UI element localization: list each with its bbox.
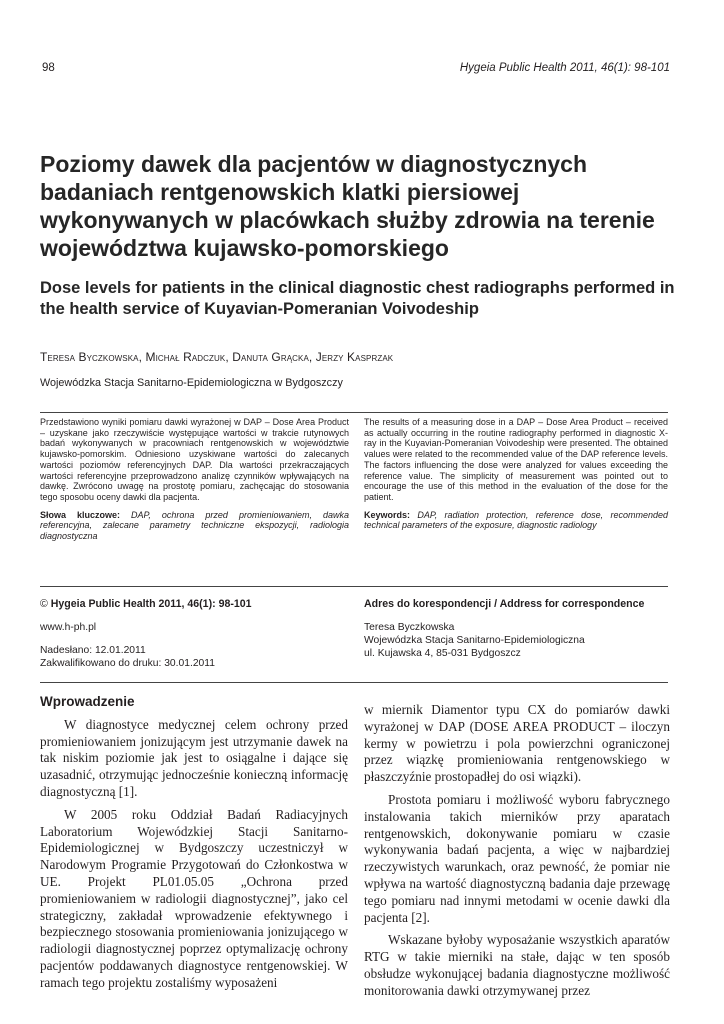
authors: Teresa Byczkowska, Michał Radczuk, Danuta Grącka, Jerzy Kasprzak <box>40 350 394 364</box>
received-date: Nadesłano: 12.01.2011 <box>40 645 146 656</box>
paragraph: Wskazane byłoby wyposażanie wszystkich aparatów RTG w takie mierniki na stałe, dając w ten sposób obsłudze wykonującej badania diagnostyczne możliwość monitorowania dawki otrzymywanej przez <box>364 932 670 998</box>
copyright-icon: © <box>40 598 48 610</box>
publication-info <box>40 598 340 670</box>
abstract-english <box>364 417 668 531</box>
journal-reference: Hygeia Public Health 2011, 46(1): 98-101 <box>459 62 670 74</box>
title-english: Dose levels for patients in the clinical diagnostic chest radiographs performed in the health service of Kuyavian-Pomeranian Voivodeship <box>40 279 675 318</box>
copyright-text: Hygeia Public Health 2011, 46(1): 98-101 <box>50 598 252 610</box>
keywords-english <box>364 510 668 531</box>
correspondence <box>364 598 674 660</box>
body-column-left <box>40 694 348 992</box>
section-heading: Wprowadzenie <box>40 694 135 709</box>
abstract-english-text: The results of a measuring dose in a DAP – Dose Area Product – received as actually occurring in the routine radiography performed in diagnostic X-ray in the Kuyavian-Pomeranian Voivodeship were presented. The obtained values were related to the recommended value of the DAP reference levels. The factors influencing the dose were analyzed for values exceeding the reference value. The simplicity of measurement was pointed out to encourage the use of this method in the evaluation of the dose for the patient. <box>364 417 668 502</box>
keywords-polish-text: DAP, ochrona przed promieniowaniem, dawka referencyjna, zalecane parametry techniczne ekspozycji, radiologia diagnostyczna <box>40 509 349 542</box>
title-polish: Poziomy dawek dla pacjentów w diagnostycznych badaniach rentgenowskich klatki piersiowej wykonywanych w placówkach służby zdrowia na terenie województwa kujawsko-pomorskiego <box>40 151 655 261</box>
affiliation: Wojewódzka Stacja Sanitarno-Epidemiologiczna w Bydgoszczy <box>40 377 343 389</box>
body-column-right <box>364 702 670 1000</box>
correspondence-heading: Adres do korespondencji / Address for correspondence <box>364 598 645 610</box>
paragraph: Prostota pomiaru i możliwość wyboru fabrycznego instalowania takich mierników przy aparatach rentgenowskich, dokonywanie pomiaru w czasie wykonywania badań pacjenta, a więc w najbardziej rzeczywistych warunkach, oraz pewność, że pomiar nie wpływa na wartość diagnostyczną badania daje przewagę tego pomiaru nad innymi metodami w ocenie dawki dla pacjenta [2]. <box>364 791 670 925</box>
keywords-english-label: Keywords: <box>364 509 411 520</box>
keywords-polish <box>40 510 349 542</box>
paragraph: W 2005 roku Oddział Badań Radiacyjnych Laboratorium Wojewódzkiej Stacji Sanitarno-Epidemiologicznej w Bydgoszczy uczestniczył w Narodowym Programie Przygotowań do Członkostwa w UE. Projekt PL01.05.05 „Ochrona przed promieniowaniem w radiologii diagnostycznej”, jako cel strategiczny, zakładał wprowadzenie efektywnego i bezpiecznego stosowania promieniowania jonizującego w radiologii diagnostycznej poprzez optymalizację ochrony pacjentów poddawanych diagnostyce rentgenowskiej. W ramach tego projektu zostaliśmy wyposażeni <box>40 806 348 990</box>
dates <box>40 644 340 670</box>
abstract-polish <box>40 417 349 542</box>
paragraph: w miernik Diamentor typu CX do pomiarów dawki wyrażonej w DAP (DOSE AREA PRODUCT – iloczyn kermy w powietrzu i pola powierzchni ograniczonej przez wiązkę promieniowania rentgenowskiego w płaszczyźnie prostopadłej do osi wiązki). <box>364 702 670 785</box>
website-link[interactable]: www.h-ph.pl <box>40 622 97 633</box>
keywords-polish-label: Słowa kluczowe: <box>40 509 121 520</box>
abstract-polish-text: Przedstawiono wyniki pomiaru dawki wyrażonej w DAP – Dose Area Product – uzyskane jako rzeczywiście występujące wartości w trakcie rutynowych badań wykonywanych w pracowniach rentgenowskich w województwie kujawsko-pomorskim. Odniesiono uzyskiwane wartości do zalecanych wartości poziomów referencyjnych DAP. Dla wartości przekraczających wartości referencyjne przeprowadzono analizę czynników wpływających na dawkę. Zwrócono uwagę na prostotę pomiaru, zachęcając do stosowania tego sposobu oceny dawki dla pacjenta. <box>40 417 349 502</box>
correspondence-organization: Wojewódzka Stacja Sanitarno-Epidemiologiczna <box>364 635 585 646</box>
page-number: 98 <box>42 62 55 74</box>
correspondence-name: Teresa Byczkowska <box>364 622 455 633</box>
abstract-box <box>40 412 668 587</box>
keywords-english-text: DAP, radiation protection, reference dose, recommended technical parameters of the exposure, diagnostic radiology <box>364 509 668 531</box>
copyright <box>40 598 340 611</box>
accepted-date: Zakwalifikowano do druku: 30.01.2011 <box>40 658 215 669</box>
paragraph: W diagnostyce medycznej celem ochrony przed promieniowaniem jonizującym jest utrzymanie dawek na tak niskim poziomie jak jest to osiągalne i dające się uzasadnić, otrzymując jednocześnie konieczną informację diagnostyczną [1]. <box>40 716 348 799</box>
correspondence-street: ul. Kujawska 4, 85-031 Bydgoszcz <box>364 648 521 659</box>
correspondence-address <box>364 621 674 660</box>
divider <box>40 682 668 683</box>
